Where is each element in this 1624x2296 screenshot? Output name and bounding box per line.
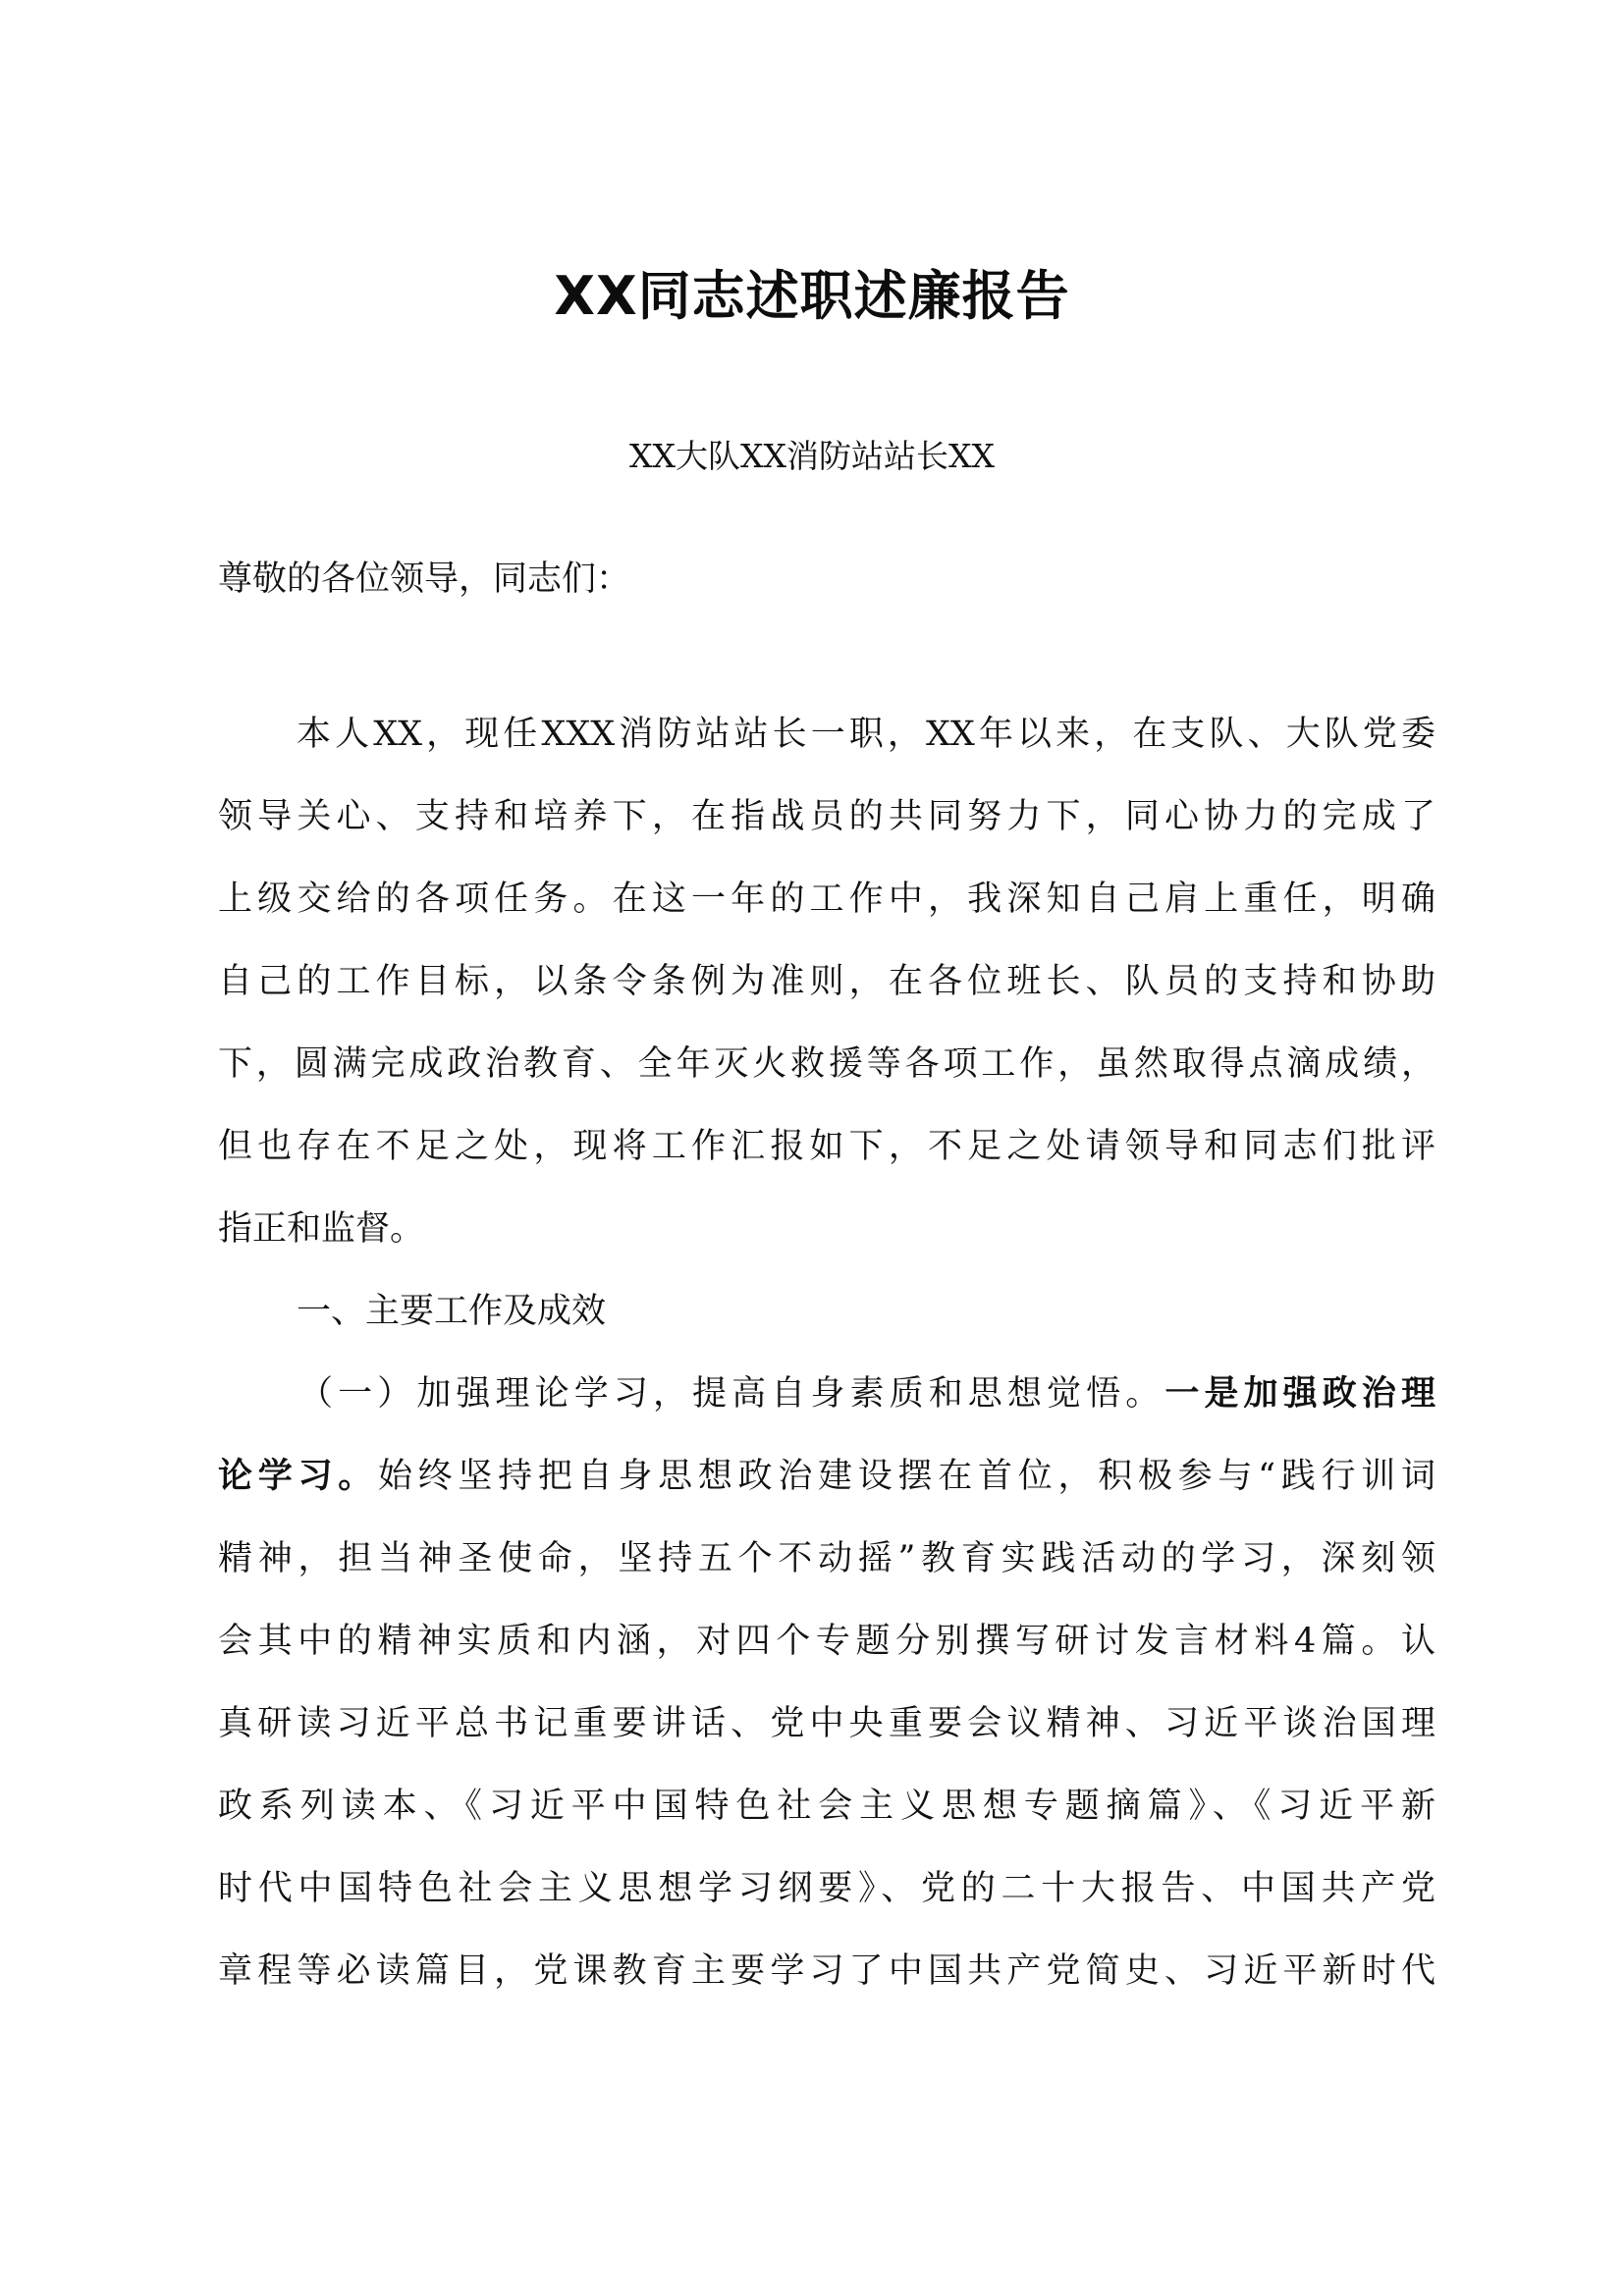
intro-line: 下，圆满完成政治教育、全年灭火救援等各项工作，虽然取得点滴成绩， [218,1044,1435,1084]
author-byline: XX大队XX消防站站长XX [629,437,995,475]
body-text: 始终坚持把自身思想政治建设摆在首位，积极参与“践行训词 [377,1457,1435,1496]
subsection-body-line: 章程等必读篇目，党课教育主要学习了中国共产党简史、习近平新时代 [218,1951,1435,1991]
key-point-bold: 论学习。 [218,1456,378,1496]
intro-line: 自己的工作目标，以条令条例为准则，在各位班长、队员的支持和协助 [218,962,1435,1001]
page-title: XX同志述职述廉报告 [554,265,1070,327]
subsection-heading: （一）加强理论学习，提高自身素质和思想觉悟。 [298,1374,1165,1414]
salutation: 尊敬的各位领导，同志们： [218,560,631,599]
subsection-body-line: 时代中国特色社会主义思想学习纲要》、党的二十大报告、中国共产党 [218,1869,1435,1908]
subsection-body-line: 会其中的精神实质和内涵，对四个专题分别撰写研讨发言材料4篇。认 [218,1622,1435,1661]
section-heading: 一、主要工作及成效 [297,1292,607,1331]
subsection-body-line [218,1452,1435,1501]
intro-line: 上级交给的各项任务。在这一年的工作中，我深知自己肩上重任，明确 [218,880,1435,919]
subsection-body-line: 真研读习近平总书记重要讲话、党中央重要会议精神、习近平谈治国理 [218,1704,1435,1743]
intro-line: 本人XX，现任XXX消防站站长一职，XX年以来，在支队、大队党委 [297,715,1435,754]
intro-line: 但也存在不足之处，现将工作汇报如下，不足之处请领导和同志们批评 [218,1127,1435,1166]
subsection-body-line: 政系列读本、《习近平中国特色社会主义思想专题摘篇》、《习近平新 [218,1787,1435,1826]
intro-line: 领导关心、支持和培养下，在指战员的共同努力下，同心协力的完成了 [218,797,1435,836]
subsection-body-line: 精神，担当神圣使命，坚持五个不动摇”教育实践活动的学习，深刻领 [218,1539,1435,1578]
key-point-bold: 一是加强政治理 [1164,1373,1435,1414]
intro-line: 指正和监督。 [218,1209,425,1249]
subsection-heading-line [298,1369,1435,1418]
